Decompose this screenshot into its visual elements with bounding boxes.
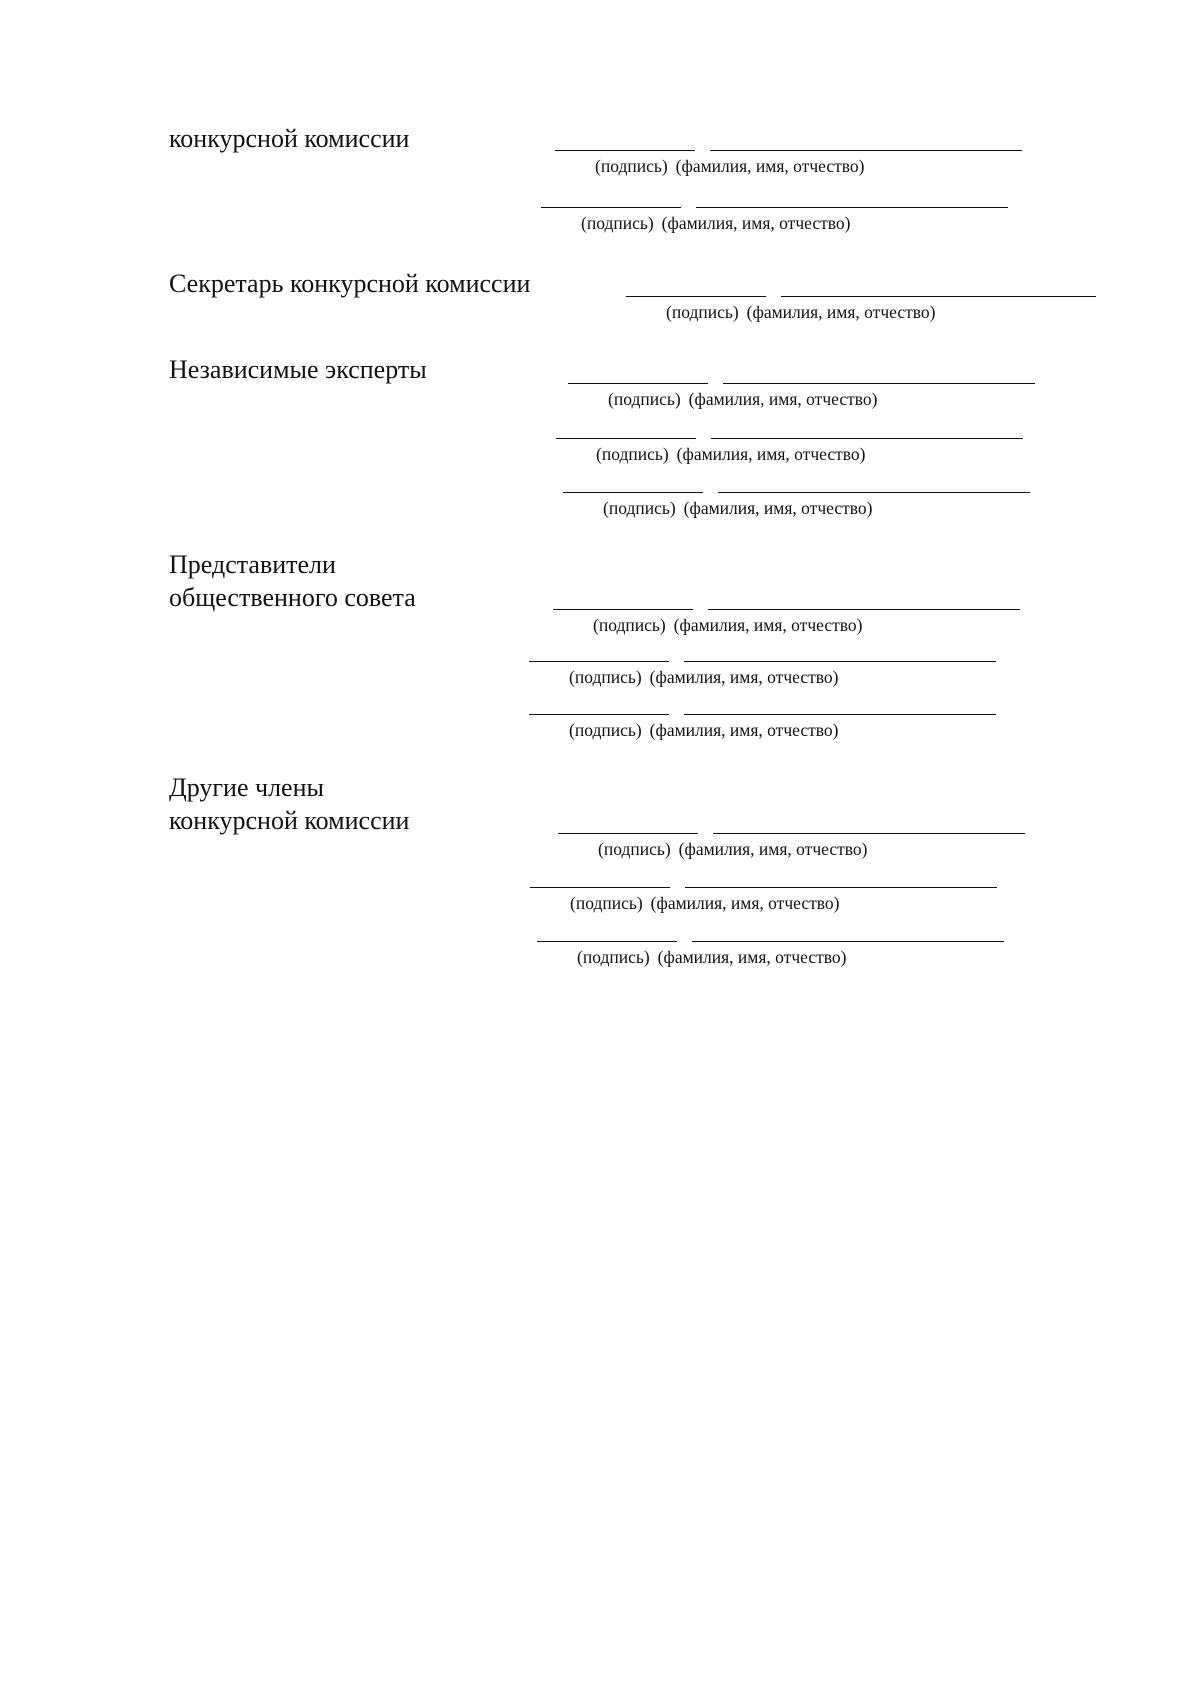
full-name-line[interactable] [711,438,1023,439]
signature-block [555,150,1035,190]
signature-line[interactable] [537,941,677,942]
signature-caption [603,498,872,519]
section-label-line: общественного совета [169,583,416,612]
signature-block [537,941,1017,981]
signature-caption [569,667,838,688]
signature-caption-text: (подпись) [596,444,669,464]
signature-caption [595,156,864,177]
signature-block [568,383,1048,423]
signature-caption-text: (подпись) [595,156,668,176]
full-name-caption-text: (фамилия, имя, отчество) [683,498,873,518]
full-name-caption-text: (фамилия, имя, отчество) [673,615,863,635]
full-name-line[interactable] [710,150,1022,151]
full-name-caption-text: (фамилия, имя, отчество) [678,839,868,859]
signature-line[interactable] [555,150,695,151]
full-name-caption-text: (фамилия, имя, отчество) [746,302,936,322]
signature-block [529,661,1009,701]
signature-caption-text: (подпись) [569,667,642,687]
full-name-line[interactable] [685,887,997,888]
section-label-line: Представители [169,550,336,579]
signature-line[interactable] [530,887,670,888]
full-name-caption-text: (фамилия, имя, отчество) [675,156,865,176]
signature-caption [569,720,838,741]
section-label-public-council [169,548,416,614]
section-label-commission-members: конкурсной комиссии [169,124,410,153]
signature-caption [577,947,846,968]
full-name-line[interactable] [708,609,1020,610]
signature-caption-text: (подпись) [593,615,666,635]
full-name-line[interactable] [684,661,996,662]
section-label-independent-experts: Независимые эксперты [169,355,427,384]
signature-block [530,887,1010,927]
section-label-secretary: Секретарь конкурсной комиссии [169,269,531,298]
signature-caption [666,302,935,323]
section-label-line: Другие члены [169,773,324,802]
full-name-caption-text: (фамилия, имя, отчество) [661,213,851,233]
section-label-other-members [169,771,409,837]
signature-block [553,609,1033,649]
signature-caption-text: (подпись) [569,720,642,740]
signature-caption-text: (подпись) [598,839,671,859]
signature-line[interactable] [558,833,698,834]
full-name-line[interactable] [696,207,1008,208]
signature-caption [598,839,867,860]
signature-caption [593,615,862,636]
full-name-caption-text: (фамилия, имя, отчество) [649,720,839,740]
signature-block [626,296,1106,336]
full-name-line[interactable] [692,941,1004,942]
signature-line[interactable] [568,383,708,384]
signature-caption-text: (подпись) [581,213,654,233]
signature-block [556,438,1036,478]
full-name-caption-text: (фамилия, имя, отчество) [649,667,839,687]
full-name-line[interactable] [713,833,1025,834]
signature-line[interactable] [563,492,703,493]
full-name-line[interactable] [781,296,1096,297]
signature-line[interactable] [529,661,669,662]
full-name-line[interactable] [684,714,996,715]
full-name-caption-text: (фамилия, имя, отчество) [676,444,866,464]
signature-line[interactable] [626,296,766,297]
signature-caption-text: (подпись) [666,302,739,322]
signature-line[interactable] [541,207,681,208]
signature-block [558,833,1038,873]
signature-caption-text: (подпись) [577,947,650,967]
section-label-line: конкурсной комиссии [169,806,410,835]
signature-block [541,207,1021,247]
signature-caption [570,893,839,914]
full-name-caption-text: (фамилия, имя, отчество) [688,389,878,409]
signature-caption-text: (подпись) [570,893,643,913]
full-name-line[interactable] [723,383,1035,384]
full-name-caption-text: (фамилия, имя, отчество) [650,893,840,913]
signature-caption [596,444,865,465]
signature-line[interactable] [529,714,669,715]
signature-line[interactable] [553,609,693,610]
full-name-caption-text: (фамилия, имя, отчество) [657,947,847,967]
signature-caption [608,389,877,410]
signature-block [563,492,1043,532]
signature-line[interactable] [556,438,696,439]
signature-caption [581,213,850,234]
signature-caption-text: (подпись) [608,389,681,409]
signature-caption-text: (подпись) [603,498,676,518]
signature-block [529,714,1009,754]
full-name-line[interactable] [718,492,1030,493]
